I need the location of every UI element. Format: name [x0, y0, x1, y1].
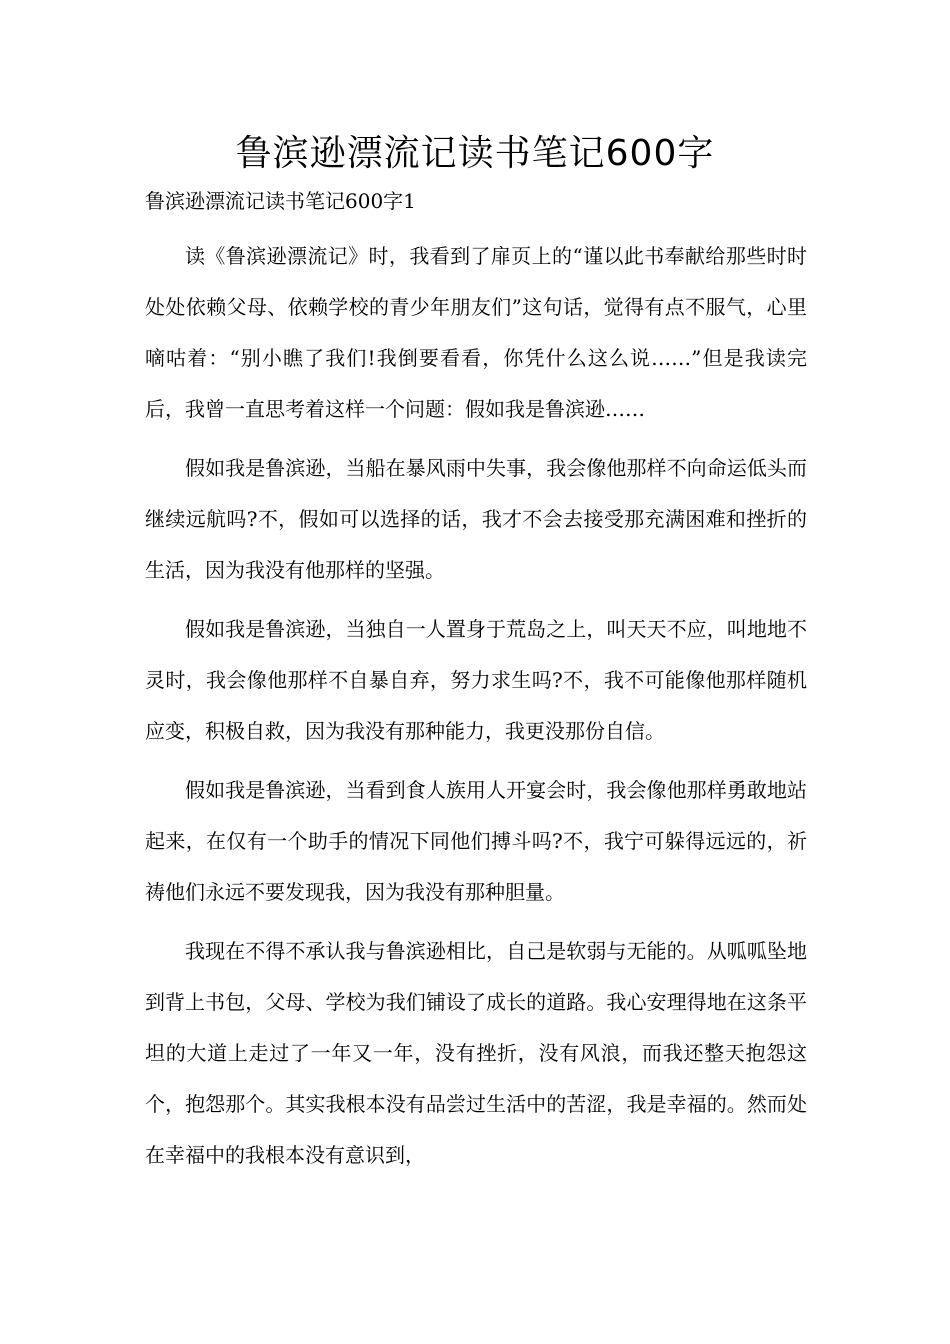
- paragraph-5: 我现在不得不承认我与鲁滨逊相比，自己是软弱与无能的。从呱呱坠地到背上书包，父母、学校为我们铺设了成长的道路。我心安理得地在这条平坦的大道上走过了一年又一年，没有挫折，没有风浪，而我还整天抱怨这个，抱怨那个。其实我根本没有品尝过生活中的苦涩，我是幸福的。然而处在幸福中的我根本没有意识到，: [145, 939, 807, 1167]
- document-body: [145, 184, 807, 1181]
- paragraph-2: 假如我是鲁滨逊，当船在暴风雨中失事，我会像他那样不向命运低头而继续远航吗?不，假如可以选择的话，我才不会去接受那充满困难和挫折的生活，因为我没有他那样的坚强。: [145, 456, 807, 582]
- paragraph-3: 假如我是鲁滨逊，当独自一人置身于荒岛之上，叫天天不应，叫地地不灵时，我会像他那样不自暴自弃，努力求生吗?不，我不可能像他那样随机应变，积极自救，因为我没有那种能力，我更没那份自信。: [145, 617, 807, 743]
- paragraph-1: 读《鲁滨逊漂流记》时，我看到了扉页上的“谨以此书奉献给那些时时处处依赖父母、依赖学校的青少年朋友们”这句话，觉得有点不服气，心里嘀咕着：“别小瞧了我们!我倒要看看，你凭什么这么说……”但是我读完后，我曾一直思考着这样一个问题：假如我是鲁滨逊……: [145, 244, 807, 421]
- paragraph-4: 假如我是鲁滨逊，当看到食人族用人开宴会时，我会像他那样勇敢地站起来，在仅有一个助手的情况下同他们搏斗吗?不，我宁可躲得远远的，祈祷他们永远不要发现我，因为我没有那种胆量。: [145, 778, 807, 904]
- section-subtitle: 鲁滨逊漂流记读书笔记600字1: [145, 189, 416, 213]
- page-title: 鲁滨逊漂流记读书笔记600字: [235, 133, 715, 174]
